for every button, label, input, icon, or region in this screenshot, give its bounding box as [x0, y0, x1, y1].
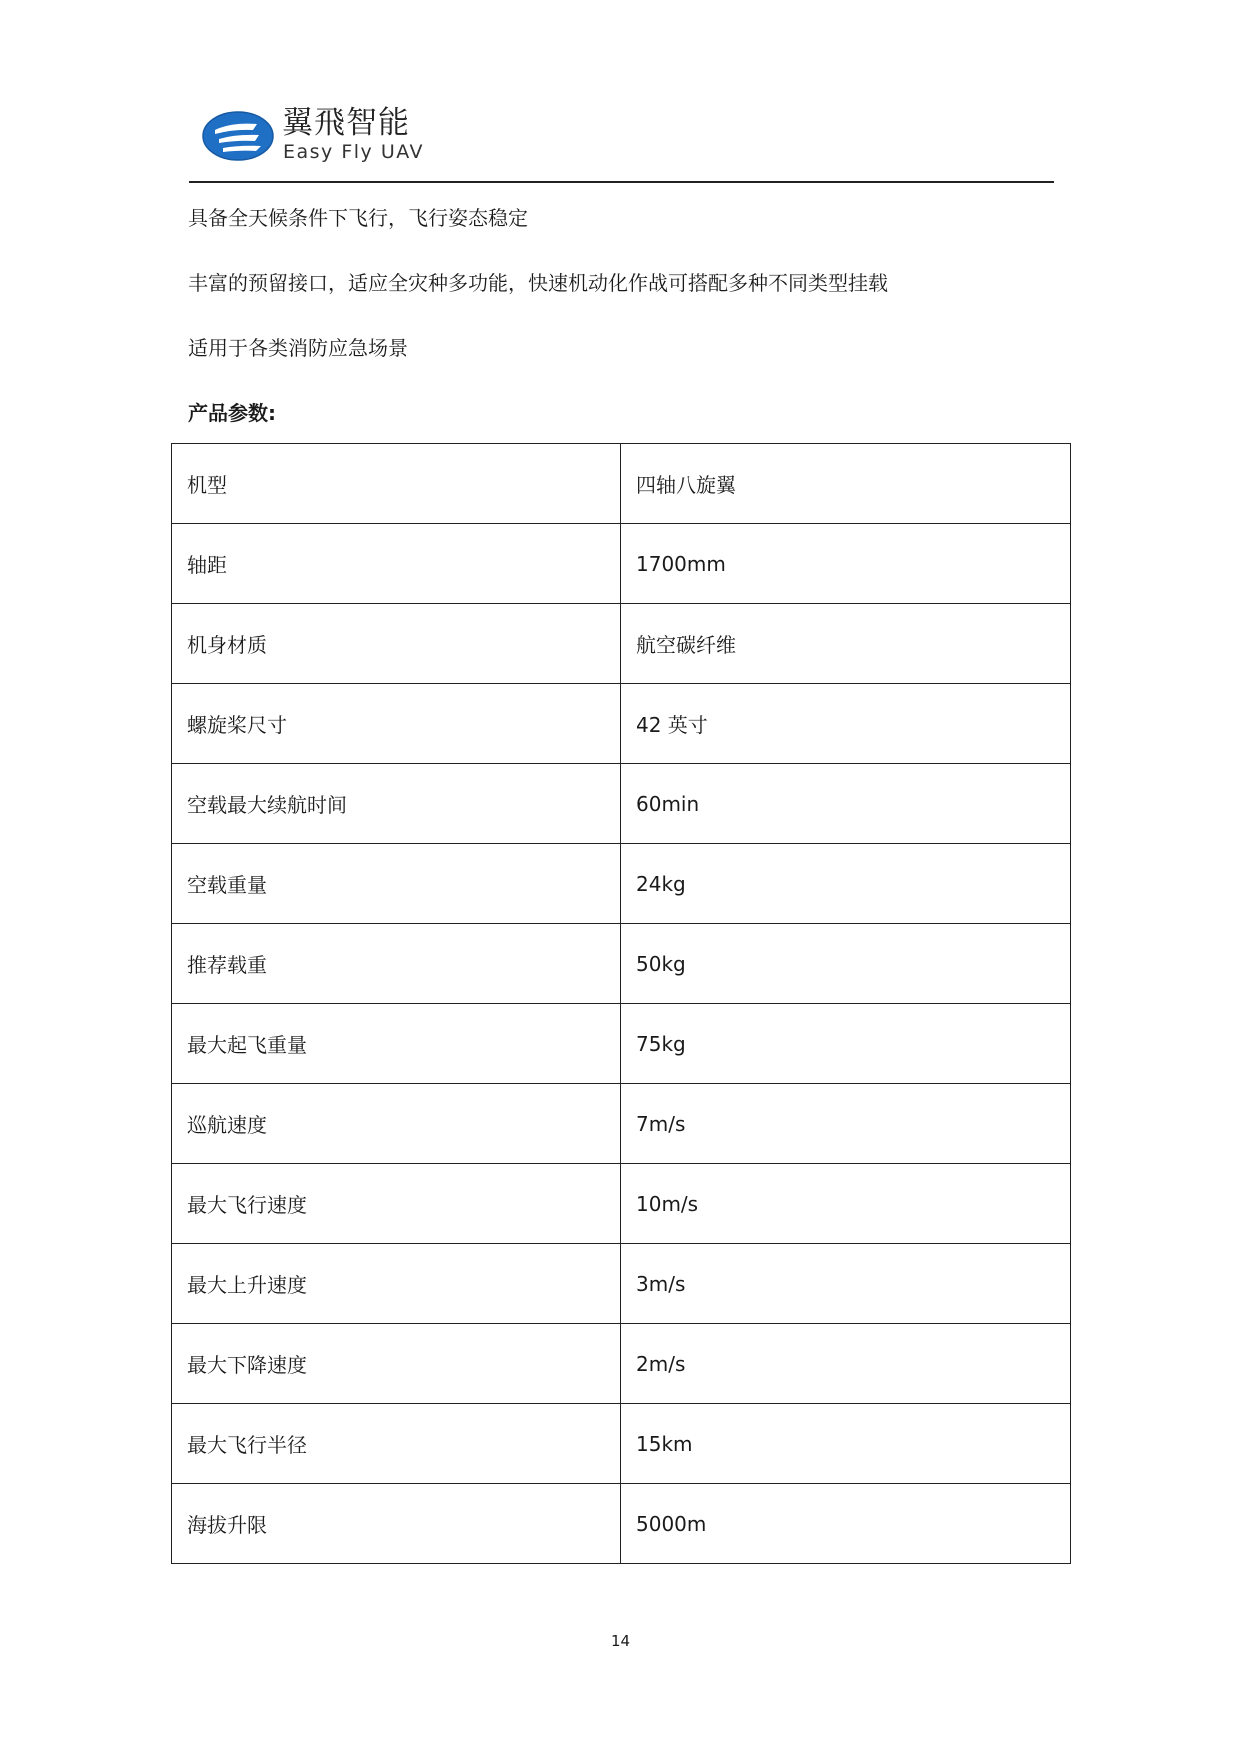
spec-value: 5000m	[621, 1484, 1071, 1564]
spec-value: 航空碳纤维	[621, 604, 1071, 684]
spec-value: 75kg	[621, 1004, 1071, 1084]
feature-paragraph: 具备全天候条件下飞行，飞行姿态稳定	[188, 206, 528, 230]
spec-label: 巡航速度	[172, 1084, 621, 1164]
table-row	[172, 1484, 1071, 1564]
spec-value: 15km	[621, 1404, 1071, 1484]
table-row	[172, 1004, 1071, 1084]
spec-label: 最大起飞重量	[172, 1004, 621, 1084]
spec-label: 螺旋桨尺寸	[172, 684, 621, 764]
feature-paragraph: 适用于各类消防应急场景	[188, 336, 408, 360]
table-row	[172, 444, 1071, 524]
page-number: 14	[610, 1632, 631, 1650]
spec-value: 2m/s	[621, 1324, 1071, 1404]
spec-label: 最大下降速度	[172, 1324, 621, 1404]
table-row	[172, 684, 1071, 764]
table-row	[172, 1164, 1071, 1244]
spec-label: 机型	[172, 444, 621, 524]
spec-value: 1700mm	[621, 524, 1071, 604]
spec-label: 推荐载重	[172, 924, 621, 1004]
spec-label: 最大飞行速度	[172, 1164, 621, 1244]
spec-value: 60min	[621, 764, 1071, 844]
spec-label: 最大飞行半径	[172, 1404, 621, 1484]
spec-label: 轴距	[172, 524, 621, 604]
spec-label: 空载最大续航时间	[172, 764, 621, 844]
brand-name-english: Easy Fly UAV	[283, 141, 425, 163]
spec-label: 海拔升限	[172, 1484, 621, 1564]
header-divider	[189, 181, 1054, 183]
table-row	[172, 1404, 1071, 1484]
spec-table	[171, 443, 1071, 1564]
spec-label: 空载重量	[172, 844, 621, 924]
table-row	[172, 764, 1071, 844]
spec-value: 24kg	[621, 844, 1071, 924]
table-row	[172, 844, 1071, 924]
feature-paragraph: 丰富的预留接口，适应全灾种多功能，快速机动化作战可搭配多种不同类型挂载	[188, 271, 888, 295]
spec-table-body	[172, 444, 1071, 1564]
easyfly-logo-icon	[201, 110, 275, 162]
table-row	[172, 924, 1071, 1004]
table-row	[172, 524, 1071, 604]
table-row	[172, 1324, 1071, 1404]
spec-value: 42 英寸	[621, 684, 1071, 764]
spec-value: 10m/s	[621, 1164, 1071, 1244]
table-row	[172, 604, 1071, 684]
table-row	[172, 1244, 1071, 1324]
section-title-product-parameters: 产品参数:	[188, 401, 276, 425]
brand-name-chinese: 翼飛智能	[282, 105, 410, 141]
spec-value: 50kg	[621, 924, 1071, 1004]
spec-value: 四轴八旋翼	[621, 444, 1071, 524]
spec-value: 7m/s	[621, 1084, 1071, 1164]
table-row	[172, 1084, 1071, 1164]
spec-label: 机身材质	[172, 604, 621, 684]
spec-value: 3m/s	[621, 1244, 1071, 1324]
spec-label: 最大上升速度	[172, 1244, 621, 1324]
document-header	[190, 104, 1070, 184]
